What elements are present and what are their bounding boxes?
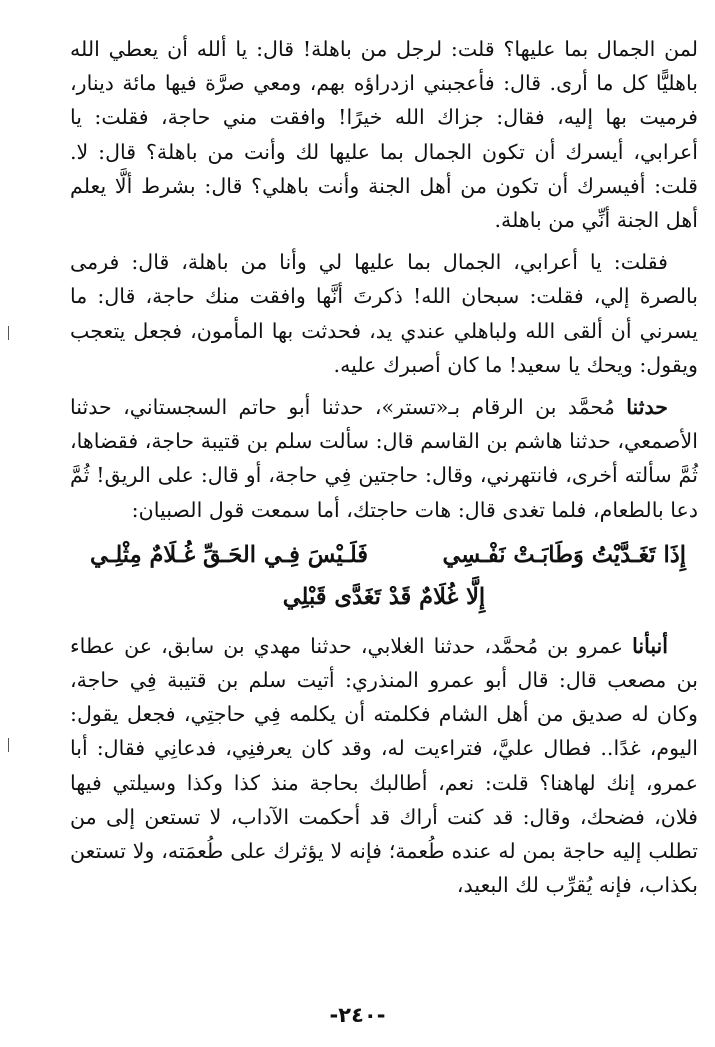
paragraph-3 bbox=[70, 390, 698, 527]
paragraph-3-text: مُحمَّد بن الرقام بـ«تستر»، حدثنا أبو حاتم السجستاني، حدثنا الأصمعي، حدثنا هاشم بن القاسم قال: سألت سلم بن قتيبة حاجة، فقضاها، ثُمَّ سألته أخرى، فانتهرني، وقال: حاجتين فِي حاجة، أو قال: على الريق! ثُمَّ دعا بالطعام، فلما تغدى قال: هات حاجتك، أما سمعت قول الصبيان: bbox=[70, 395, 698, 522]
paragraph-3-lead: حدثنا bbox=[626, 395, 668, 420]
paragraph-4 bbox=[70, 629, 698, 903]
verse-line-2: إِلَّا غُلَامٌ قَدْ تَغَدَّى قَبْلِي bbox=[282, 583, 486, 610]
page-number: -٢٤٠- bbox=[329, 1003, 386, 1027]
margin-mark bbox=[8, 738, 9, 752]
verse-hemistich-left: فَلَـيْسَ فِـي الحَـقِّ غُـلَامٌ مِثْلِـي bbox=[90, 541, 369, 568]
margin-mark bbox=[8, 326, 9, 340]
paragraph-4-text: عمرو بن مُحمَّد، حدثنا الغلابي، حدثنا مهدي بن سابق، عن عطاء بن مصعب قال: قال أبو عمرو المنذري: أتيت سلم بن قتيبة فِي حاجة، وكان له صديق من أهل الشام فكلمته أن يكلمه فِي حاجتِي، فجعل يقول: اليوم، غدًا.. فطال عليَّ، فتراءيت له، وقد كان يعرفنِي، فدعانِي فقال: أبا عمرو، إنك لهاهنا؟ قلت: نعم، أطالبك بحاجة منذ كذا وكذا وسيلتي فيها فلان، فضحك، وقال: قد كنت أراك قد أحكمت الآداب، لا تستعن إلى من تطلب إليه حاجة بمن له عنده طُعمة؛ فإنه لا يؤثرك على طُعمَته، ولا تستعن بكذاب، فإنه يُقرِّب لك البعيد، bbox=[70, 633, 698, 898]
paragraph-2: فقلت: يا أعرابي، الجمال بما عليها لي وأنا من باهلة، قال: فرمى بالصرة إلي، فقلت: سبحان الله! ذكرتَ أنَّها وافقت منك حاجة، قال: ما يسرني أن ألقى الله ولباهلي عندي يد، فحدثت بها المأمون، فجعل يتعجب ويقول: ويحك يا سعيد! ما كان أصبرك عليه. bbox=[70, 250, 698, 377]
paragraph-1: لمن الجمال بما عليها؟ قلت: لرجل من باهلة! قال: يا ألله أن يعطي الله باهليًّا كل ما أرى. قال: فأعجبني ازدراؤه بهم، ومعي صرَّة فيها مائة دينار، فرميت بها إليه، فقال: جزاك الله خيرًا! وافقت مني حاجة، فقلت: يا أعرابي، أيسرك أن تكون الجمال بما عليها لك وأنت من باهلة؟ قال: لا. قلت: أفيسرك أن تكون من أهل الجنة وأنت باهلي؟ قال: بشرط ألَّا يعلم أهل الجنة أنِّي من باهلة. bbox=[70, 37, 698, 233]
page-body bbox=[70, 32, 698, 910]
paragraph-4-lead: أنبأنا bbox=[632, 633, 669, 658]
verse-line-1 bbox=[90, 535, 686, 575]
verse-hemistich-right: إِذَا تَغَـدَّيْتُ وَطَابَـتْ نَفْـسِي bbox=[442, 541, 686, 568]
